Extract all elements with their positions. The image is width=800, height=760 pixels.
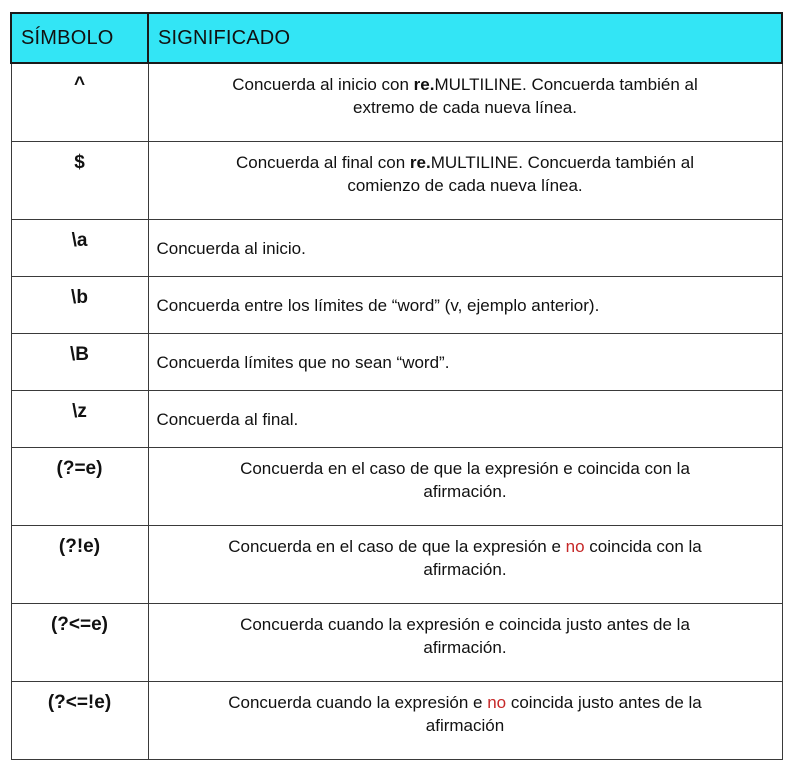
meaning-cell: Concuerda límites que no sean “word”. [148,334,782,391]
symbol-cell: $ [11,142,148,220]
meaning-bold-text: re. [409,153,431,172]
symbol-cell: ^ [11,63,148,142]
header-symbol: SÍMBOLO [11,13,148,63]
symbol-cell: \b [11,277,148,334]
meaning-cell [148,63,782,142]
meaning-text: Concuerda en el caso de que la expresión e [228,537,566,556]
meaning-bold-text: re. [413,75,435,94]
meaning-cell [148,142,782,220]
meaning-text: Concuerda cuando la expresión e coincida justo antes de la [240,615,690,634]
table-header-row [11,13,782,63]
symbol-cell: \B [11,334,148,391]
table-row [11,604,782,682]
table-row [11,142,782,220]
meaning-text: coincida con la [584,537,702,556]
meaning-cell: Concuerda entre los límites de “word” (v, ejemplo anterior). [148,277,782,334]
meaning-text: coincida justo antes de la [506,693,702,712]
symbol-cell: \a [11,220,148,277]
symbol-cell: (?!e) [11,526,148,604]
table-row [11,63,782,142]
meaning-text: Concuerda en el caso de que la expresión e coincida con la [240,459,690,478]
symbol-cell: \z [11,391,148,448]
meaning-text-line2: comienzo de cada nueva línea. [347,176,583,195]
meaning-text-line2: afirmación. [423,482,507,501]
meaning-text: MULTILINE. Concuerda también al [430,153,694,172]
meaning-cell [148,448,782,526]
table-row [11,391,782,448]
table-row [11,526,782,604]
symbol-cell: (?<=!e) [11,682,148,760]
meaning-cell: Concuerda al inicio. [148,220,782,277]
meaning-text: MULTILINE. Concuerda también al [434,75,698,94]
regex-symbols-table [10,12,783,760]
header-meaning: SIGNIFICADO [148,13,782,63]
meaning-cell [148,604,782,682]
table-row [11,334,782,391]
meaning-text-line2: extremo de cada nueva línea. [353,98,577,117]
meaning-text: Concuerda al final con [236,153,410,172]
table-row [11,277,782,334]
meaning-cell [148,682,782,760]
meaning-text: Concuerda cuando la expresión e [228,693,488,712]
table-row [11,220,782,277]
meaning-text-line2: afirmación. [423,560,507,579]
meaning-text: Concuerda al inicio con [232,75,414,94]
symbol-cell: (?=e) [11,448,148,526]
negation-word: no [487,693,507,712]
negation-word: no [565,537,585,556]
meaning-text-line2: afirmación. [423,638,507,657]
meaning-cell: Concuerda al final. [148,391,782,448]
meaning-text-line2: afirmación [425,716,505,735]
symbol-cell: (?<=e) [11,604,148,682]
table-row [11,448,782,526]
meaning-cell [148,526,782,604]
table-row [11,682,782,760]
